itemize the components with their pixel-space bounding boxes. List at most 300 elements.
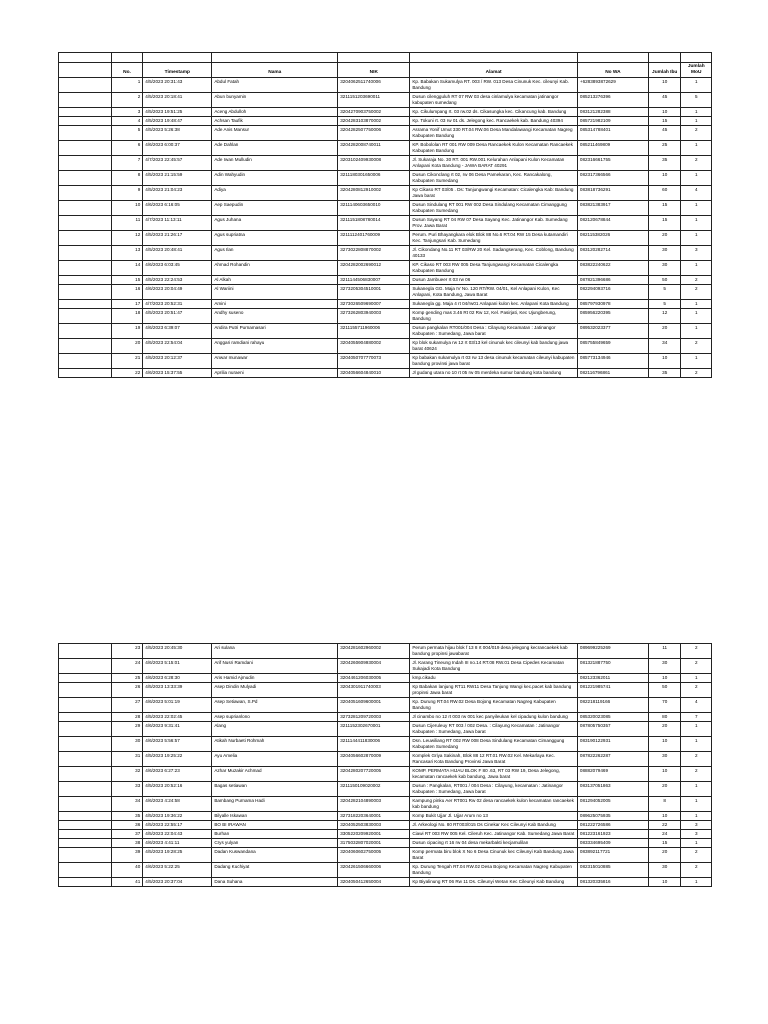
cell-no: 5 <box>111 126 142 141</box>
cell-nik: 3211112401760009 <box>338 231 410 246</box>
cell-no: 25 <box>111 674 142 683</box>
cell-jumlah-ibu: 50 <box>648 683 680 698</box>
cell-blank <box>59 141 112 156</box>
cell-jumlah-mou: 3 <box>681 821 712 830</box>
cell-wa: 085320023085 <box>577 713 648 722</box>
cell-alamat: kmp.cikadu <box>410 674 578 683</box>
cell-blank <box>59 300 112 309</box>
cell-jumlah-mou: 2 <box>681 848 712 863</box>
cell-no: 3 <box>111 108 142 117</box>
cell-nik: 3273026509690007 <box>338 300 410 309</box>
cell-alamat: Dusun Cijeruleuy RT 003 / 002 Desa. : Cilayung Kecamatan : Jatinangor Kabupaten : Sumedang, Jawa barat <box>410 722 578 737</box>
cell-no: 9 <box>111 186 142 201</box>
cell-jumlah-ibu: 10 <box>648 108 680 117</box>
cell-nik: 3211140603650010 <box>338 201 410 216</box>
cell-nama: Crys yulyan <box>212 839 338 848</box>
cell-alamat: Kp blok sukamulya rw 12 rt 03/13 kel cinunuk kec cileunyi kab bandung jawa barat 40624 <box>410 339 578 354</box>
cell-jumlah-ibu: 10 <box>648 812 680 821</box>
cell-jumlah-mou: 1 <box>681 354 712 369</box>
cell-wa: 083137051863 <box>577 782 648 797</box>
cell-blank <box>59 246 112 261</box>
cell-blank <box>59 156 112 171</box>
cell-nama: Amini <box>212 300 338 309</box>
cell-nik: 3204280812910002 <box>338 186 410 201</box>
cell-alamat: Kp. Tokuni rt. 03 rw 01 ds. Jelegong kec. Rancaekek kab. Bandung 40394 <box>410 117 578 126</box>
cell-no: 30 <box>111 737 142 752</box>
cell-alamat: Kp Biyalinung RT 06 Rw 11 Ds. Cileunyi Wetan Kec Cileunyi Kab Bandung <box>410 878 578 887</box>
cell-jumlah-mou: 2 <box>681 659 712 674</box>
cell-nik: 3203102409930008 <box>338 156 410 171</box>
cell-no: 32 <box>111 767 142 782</box>
cell-timestamp: 4/5/2023 20:31:43 <box>143 78 212 93</box>
cell-no: 40 <box>111 863 142 878</box>
cell-nik: 3175032807020001 <box>338 839 410 848</box>
cell-nama: Al Wariini <box>212 285 338 300</box>
cell-blank <box>59 354 112 369</box>
cell-jumlah-ibu: 15 <box>648 216 680 231</box>
cell-jumlah-ibu: 15 <box>648 117 680 126</box>
cell-wa: 082315010885 <box>577 863 648 878</box>
table-row <box>59 698 712 713</box>
cell-jumlah-mou: 1 <box>681 261 712 276</box>
cell-no: 22 <box>111 369 142 378</box>
cell-wa: 085755849659 <box>577 339 648 354</box>
cell-nama: Bilyalle Iskawan <box>212 812 338 821</box>
cell-nama: Aris Hamid Ajmudin <box>212 674 338 683</box>
cell-timestamp: 4/6/2023 6:00:37 <box>143 141 212 156</box>
cell-blank <box>59 782 112 797</box>
cell-nik: 3204050412650004 <box>338 878 410 887</box>
cell-nik: 3204062511740006 <box>338 78 410 93</box>
cell-blank <box>59 683 112 698</box>
cell-blank <box>59 659 112 674</box>
cell-alamat: Dusun Cikonclang rt 02, rw 06 Desa Pamekaran, Kec. Rancakalong, Kabupaten Sumedang <box>410 171 578 186</box>
cell-nik: 3211180301650006 <box>338 171 410 186</box>
cell-nik: 3204261506660006 <box>338 863 410 878</box>
cell-wa: 083120282714 <box>577 246 648 261</box>
cell-wa: 083818736291 <box>577 186 648 201</box>
cell-blank <box>59 821 112 830</box>
cell-no: 7 <box>111 156 142 171</box>
table-row <box>59 878 712 887</box>
cell-timestamp: 4/6/2023 15:37:55 <box>143 369 212 378</box>
cell-wa: 083190122931 <box>577 737 648 752</box>
cell-jumlah-ibu: 20 <box>648 722 680 737</box>
cell-nik: 3204282008740011 <box>338 141 410 156</box>
cell-nik: 3204052503830003 <box>338 821 410 830</box>
cell-nama: Andira Putri Purnamasari <box>212 324 338 339</box>
cell-timestamp: 4/5/2023 21:26:17 <box>143 231 212 246</box>
cell-timestamp: 4/5/2023 20:12:37 <box>143 354 212 369</box>
cell-timestamp: 4/6/2023 9:31:41 <box>143 722 212 737</box>
table-row <box>59 126 712 141</box>
cell-nik: 3204051609600001 <box>338 698 410 713</box>
cell-jumlah-ibu: 10 <box>648 878 680 887</box>
cell-wa: 083892117721 <box>577 848 648 863</box>
cell-nama: Andhy suseno <box>212 309 338 324</box>
data-table-page-1 <box>58 52 712 378</box>
cell-nik: 3204260609930004 <box>338 659 410 674</box>
table-row <box>59 797 712 812</box>
cell-no: 16 <box>111 285 142 300</box>
cell-no: 15 <box>111 276 142 285</box>
cell-jumlah-ibu: 20 <box>648 848 680 863</box>
cell-nama: Adiya <box>212 186 338 201</box>
cell-blank <box>59 261 112 276</box>
cell-nama: Al Alkah <box>212 276 338 285</box>
cell-jumlah-mou: 1 <box>681 216 712 231</box>
cell-jumlah-mou: 1 <box>681 812 712 821</box>
cell-no: 17 <box>111 300 142 309</box>
cell-timestamp: 4/6/2023 5:01:19 <box>143 698 212 713</box>
cell-jumlah-ibu: 10 <box>648 737 680 752</box>
cell-jumlah-mou: 1 <box>681 722 712 737</box>
cell-no: 10 <box>111 201 142 216</box>
cell-wa: 083821383917 <box>577 201 648 216</box>
cell-blank <box>59 830 112 839</box>
table-row <box>59 300 712 309</box>
cell-nama: Anwar munawar <box>212 354 338 369</box>
cell-timestamp: 4/6/2023 4:41:11 <box>143 839 212 848</box>
table-row <box>59 141 712 156</box>
cell-jumlah-mou: 1 <box>681 782 712 797</box>
cell-blank <box>59 752 112 767</box>
table-row <box>59 354 712 369</box>
cell-no: 19 <box>111 324 142 339</box>
cell-timestamp: 4/6/2023 4:24:58 <box>143 797 212 812</box>
cell-no: 24 <box>111 659 142 674</box>
cell-wa: 081223161923 <box>577 830 648 839</box>
cell-timestamp: 4/6/2023 5:22:25 <box>143 863 212 878</box>
cell-blank <box>59 674 112 683</box>
cell-jumlah-mou: 1 <box>681 878 712 887</box>
cell-timestamp: 4/6/2023 5:15:01 <box>143 659 212 674</box>
cell-timestamp: 4/5/2023 22:04:43 <box>143 830 212 839</box>
header-alamat: Alamat <box>410 63 578 78</box>
cell-wa: 082317366566 <box>577 171 648 186</box>
cell-jumlah-ibu: 25 <box>648 141 680 156</box>
cell-alamat: KP. Bobololan RT 001 RW 009 Desa Rancaekek Kulon Kecamatan Rancaekek Kabupaten Bandung <box>410 141 578 156</box>
cell-wa: 082123362011 <box>577 674 648 683</box>
cell-nik: 3204056602870009 <box>338 752 410 767</box>
cell-wa: 083334695409 <box>577 839 648 848</box>
cell-jumlah-ibu: 5 <box>648 285 680 300</box>
cell-alamat: Jl gudang utara no 10 rt 05 rw 05 merdeka sumur bandung kota bandung <box>410 369 578 378</box>
table-row <box>59 309 712 324</box>
cell-timestamp: 4/5/2023 22:02:45 <box>143 713 212 722</box>
cell-nama: Ade Iwan Mulludin <box>212 156 338 171</box>
cell-blank <box>59 216 112 231</box>
cell-blank <box>59 108 112 117</box>
cell-jumlah-ibu: 10 <box>648 354 680 369</box>
cell-alamat: Dsn. Leuwiliang RT 002 RW 008 Desa Sindulang Kecamatan Cimanggung Kabupaten Sumedang <box>410 737 578 752</box>
cell-alamat: Kp. Durung RT.04 RW.02 Desa Bojong Kecamatan Nagreg Kabupaten Bandung <box>410 698 578 713</box>
cell-nik: 3211151203690011 <box>338 93 410 108</box>
cell-timestamp: 4/6/2023 20:04:49 <box>143 285 212 300</box>
cell-jumlah-mou: 1 <box>681 231 712 246</box>
table-row <box>59 369 712 378</box>
cell-wa: 085211469809 <box>577 141 648 156</box>
cell-jumlah-mou: 1 <box>681 78 712 93</box>
cell-nik: 3204060602750005 <box>338 848 410 863</box>
cell-jumlah-ibu: 11 <box>648 644 680 659</box>
cell-nama: Achsan Taufik <box>212 117 338 126</box>
cell-blank <box>59 839 112 848</box>
cell-nik: 3211155711960006 <box>338 324 410 339</box>
table-row <box>59 737 712 752</box>
cell-jumlah-mou: 3 <box>681 830 712 839</box>
table-row <box>59 108 712 117</box>
cell-blank <box>59 276 112 285</box>
cell-jumlah-mou: 1 <box>681 201 712 216</box>
cell-blank <box>59 722 112 737</box>
cell-wa: 089699225269 <box>577 644 648 659</box>
cell-jumlah-ibu: 15 <box>648 839 680 848</box>
table-row <box>59 276 712 285</box>
cell-nama: Ade Dahlan <box>212 141 338 156</box>
cell-jumlah-ibu: 35 <box>648 369 680 378</box>
cell-nik: 3204050707770073 <box>338 354 410 369</box>
cell-nama: Agus Ilan <box>212 246 338 261</box>
cell-jumlah-mou: 2 <box>681 285 712 300</box>
cell-wa: 081222726586 <box>577 821 648 830</box>
cell-no: 14 <box>111 261 142 276</box>
cell-jumlah-mou: 2 <box>681 156 712 171</box>
cell-blank <box>59 797 112 812</box>
cell-timestamp: 4/5/2023 19:51:25 <box>143 108 212 117</box>
cell-no: 2 <box>111 93 142 108</box>
table-row <box>59 201 712 216</box>
cell-alamat: Komplek Griya Sakinah, Blok 88 12 RT.01 RW.02 Kel. Mekarlaya Kec. Rancasari Kota Bandung Provinsi Jawa Barat <box>410 752 578 767</box>
cell-timestamp: 4/5/2023 19:25:22 <box>143 752 212 767</box>
cell-jumlah-mou: 2 <box>681 276 712 285</box>
cell-jumlah-ibu: 45 <box>648 93 680 108</box>
cell-timestamp: 4/5/2023 20:18:41 <box>143 93 212 108</box>
cell-alamat: Kp. Babakan Sukamulya RT. 003 / RW. 013 Desa Cinunuk Kec. cileunyi Kab. Bandung <box>410 78 578 93</box>
cell-jumlah-mou: 1 <box>681 171 712 186</box>
cell-alamat: Sukanegla GG. Maja IV No. 120 RT/RW. 04/01, Kel Anlapani Kulon, Kec Anlapani, Kota Bandung, Jawa Barat <box>410 285 578 300</box>
cell-alamat: Komp gending mas 3.46 Rt 02 Rw 12, Kel. Pasirjati, Kec Ujungberung, Bandung <box>410 309 578 324</box>
table-row <box>59 324 712 339</box>
cell-nama: Azhar Muzakir Achmad <box>212 767 338 782</box>
cell-no: 34 <box>111 797 142 812</box>
cell-nik: 3204280207720005 <box>338 767 410 782</box>
cell-timestamp: 4/7/2023 20:52:31 <box>143 300 212 309</box>
cell-jumlah-mou: 3 <box>681 246 712 261</box>
cell-jumlah-ibu: 30 <box>648 752 680 767</box>
cell-alamat: Kp Cikaso RT 03/05 . Ds: Tanjungwangi Kecamatan: Cicalengka Kab: Bandung Jawa barat <box>410 186 578 201</box>
cell-jumlah-ibu: 20 <box>648 782 680 797</box>
cell-no: 18 <box>111 309 142 324</box>
table-row <box>59 644 712 659</box>
cell-timestamp: 4/5/2023 5:26:38 <box>143 126 212 141</box>
cell-no: 36 <box>111 821 142 830</box>
cell-blank <box>59 767 112 782</box>
table-row <box>59 767 712 782</box>
cell-alamat: Jl. Cikondang No.11 RT 03/RW 20 Kel. Sadangserang, Kec. Coblong, Bandung 40133 <box>410 246 578 261</box>
cell-alamat: Perum permata hijau blok f 13 8 rt 004/019 desa jelegong kecrancaekek kab bandung propinsi jawabarat <box>410 644 578 659</box>
cell-jumlah-mou: 7 <box>681 713 712 722</box>
cell-no: 4 <box>111 117 142 126</box>
cell-nama: Ari sulana <box>212 644 338 659</box>
header-jumlah-mou: Jumlah MoU <box>681 63 712 78</box>
cell-jumlah-ibu: 30 <box>648 863 680 878</box>
cell-no: 38 <box>111 839 142 848</box>
table-row <box>59 821 712 830</box>
cell-nama: Arif Nusri Ramdani <box>212 659 338 674</box>
cell-blank <box>59 78 112 93</box>
cell-wa: 087805750357 <box>577 722 648 737</box>
cell-alamat: Jl. Sukaraja No. 30 RT. 001 RW.001 Kelurahan Anlapani Kulon Kecamatan Anlapani Kota Bandung - JAWA BARAT 40291 <box>410 156 578 171</box>
cell-jumlah-ibu: 5 <box>648 300 680 309</box>
cell-jumlah-ibu: 10 <box>648 171 680 186</box>
cell-blank <box>59 201 112 216</box>
cell-timestamp: 4/5/2023 20:37:04 <box>143 878 212 887</box>
cell-no: 1 <box>111 78 142 93</box>
cell-no: 28 <box>111 713 142 722</box>
cell-wa: 081320335816 <box>577 878 648 887</box>
cell-jumlah-ibu: 10 <box>648 674 680 683</box>
cell-timestamp: 4/5/2023 20:48:41 <box>143 246 212 261</box>
cell-jumlah-ibu: 30 <box>648 659 680 674</box>
cell-nama: Ade Anis Mansur <box>212 126 338 141</box>
header-jumlah-ibu: Jumlah Ibu <box>648 63 680 78</box>
cell-nama: Aceng Abdulloh <box>212 108 338 117</box>
table-row <box>59 93 712 108</box>
cell-jumlah-mou: 2 <box>681 767 712 782</box>
cell-alamat: Kp. Cikulumpang rt. 03 rw.02 ds. Cikasungka kec. Cikancung kab. Bandung <box>410 108 578 117</box>
cell-nama: Agus supriatna <box>212 231 338 246</box>
cell-blank <box>59 878 112 887</box>
cell-no: 29 <box>111 722 142 737</box>
cell-alamat: Komp permata biru blok X No 6 Desa Cinunuk kec Cileunyi Kab Bandung Jawa Barat <box>410 848 578 863</box>
cell-jumlah-mou: 1 <box>681 300 712 309</box>
table-row <box>59 863 712 878</box>
cell-alamat: Komp Bukit Ujjar Jl. Ujjar Arum no 13 <box>410 812 578 821</box>
cell-alamat: Dusun Sindulang RT 001 RW 002 Desa Sindulang Kecamatan Cimanggung Kabupaten Sumedang <box>410 201 578 216</box>
cell-nama: Asep Setiawan, S.Pd <box>212 698 338 713</box>
cell-timestamp: 4/7/2023 22:45:57 <box>143 156 212 171</box>
cell-blank <box>59 171 112 186</box>
table-row <box>59 830 712 839</box>
table-row <box>59 683 712 698</box>
table-row <box>59 231 712 246</box>
cell-jumlah-mou: 4 <box>681 186 712 201</box>
table-row <box>59 752 712 767</box>
cell-wa: 087822262287 <box>577 752 648 767</box>
cell-jumlah-ibu: 20 <box>648 324 680 339</box>
cell-nik: 3204283103870002 <box>338 117 410 126</box>
cell-jumlah-mou: 1 <box>681 797 712 812</box>
cell-jumlah-ibu: 35 <box>648 156 680 171</box>
cell-alamat: Sukanegla gg. Maja 4 rt 04/rw01 Anlapani kulon kec. Anlapani Kota Bandung <box>410 300 578 309</box>
header-wa: No WA <box>577 63 648 78</box>
header-nama: Nama <box>212 63 338 78</box>
table-row <box>59 812 712 821</box>
cell-no: 39 <box>111 848 142 863</box>
cell-alamat: Kp. Durung Tengah RT.04 RW.02 Desa Bojong Kecamatan Nagreg Kabupaten Bandung <box>410 863 578 878</box>
cell-no: 33 <box>111 782 142 797</box>
cell-jumlah-mou: 2 <box>681 644 712 659</box>
cell-no: 41 <box>111 878 142 887</box>
cell-jumlah-ibu: 22 <box>648 821 680 830</box>
cell-timestamp: 4/6/2023 5:56:57 <box>143 737 212 752</box>
cell-nama: Bagas setiawan <box>212 782 338 797</box>
cell-blank <box>59 848 112 863</box>
cell-alamat: Asrama Yonif Umut 330 RT.04 RW.06 Desa Mandalawangi Kecamatan Nagreg Kabupaten Bandung <box>410 126 578 141</box>
cell-alamat: Perum. Puri Bhayangkara elok Blok 88 No.6 RT.04 RW 15 Desa kutamandiri Kec. Tanjungsari Kab. Sumedang <box>410 231 578 246</box>
cell-wa: 082218119166 <box>577 698 648 713</box>
table-row <box>59 117 712 126</box>
table-row <box>59 848 712 863</box>
cell-no: 27 <box>111 698 142 713</box>
cell-timestamp: 4/6/2023 6:03:45 <box>143 261 212 276</box>
cell-nik: 3204270903750002 <box>338 108 410 117</box>
cell-jumlah-mou: 2 <box>681 339 712 354</box>
cell-jumlah-mou: 2 <box>681 683 712 698</box>
cell-no: 37 <box>111 830 142 839</box>
cell-nik: 3273182203640001 <box>338 812 410 821</box>
cell-jumlah-ibu: 34 <box>648 339 680 354</box>
table-row <box>59 246 712 261</box>
cell-nik: 3305220209920001 <box>338 830 410 839</box>
cell-jumlah-mou: 2 <box>681 369 712 378</box>
cell-jumlah-ibu: 70 <box>648 698 680 713</box>
cell-nik: 3211150109020002 <box>338 782 410 797</box>
cell-timestamp: 4/5/2023 20:51:47 <box>143 309 212 324</box>
cell-blank <box>59 369 112 378</box>
cell-wa: 085773134946 <box>577 354 648 369</box>
table-row <box>59 674 712 683</box>
cell-jumlah-mou: 4 <box>681 698 712 713</box>
cell-nama: Aprilia nuraeni <box>212 369 338 378</box>
cell-alamat: KOMP. PERMATA HIJAU BLOK F 80 .63, RT 03 RW 19, Desa Jelegong, kecamatan rancaekek kab bandung, Jawa barat <box>410 767 578 782</box>
cell-jumlah-ibu: 20 <box>648 231 680 246</box>
cell-nama: Dana Suhana <box>212 878 338 887</box>
cell-jumlah-mou: 1 <box>681 117 712 126</box>
cell-nama: Abun bunyamin <box>212 93 338 108</box>
cell-wa: 082294093716 <box>577 285 648 300</box>
cell-blank <box>59 93 112 108</box>
cell-blank <box>59 309 112 324</box>
cell-no: 21 <box>111 354 142 369</box>
cell-nama: Adin Wahyudin <box>212 171 338 186</box>
cell-wa: 085721982109 <box>577 117 648 126</box>
cell-alamat: Dusun pangkalan RT001/004 Desa : Cilayung Kecamatan : Jatinangor Kabupaten : Sumedang, Jawa barat <box>410 324 578 339</box>
table-row <box>59 713 712 722</box>
cell-blank <box>59 231 112 246</box>
cell-blank <box>59 339 112 354</box>
cell-wa: 083822240622 <box>577 261 648 276</box>
cell-nama: Asep Dindin Mulyadi <box>212 683 338 698</box>
cell-wa: 082115382026 <box>577 231 648 246</box>
cell-jumlah-mou: 2 <box>681 752 712 767</box>
cell-wa: 085797930978 <box>577 300 648 309</box>
cell-wa: 081221985741 <box>577 683 648 698</box>
cell-timestamp: 4/5/2023 19:28:25 <box>143 848 212 863</box>
cell-jumlah-mou: 2 <box>681 126 712 141</box>
cell-blank <box>59 126 112 141</box>
cell-jumlah-ibu: 45 <box>648 126 680 141</box>
cell-no: 26 <box>111 683 142 698</box>
cell-nik: 3211152302670001 <box>338 722 410 737</box>
cell-jumlah-ibu: 24 <box>648 830 680 839</box>
cell-alamat: Jl cinambo no 12 rt 003 rw 001 kec panyileukan kel cipadung kulon bandung <box>410 713 578 722</box>
cell-timestamp: 4/5/2023 19:48:47 <box>143 117 212 126</box>
cell-wa: 082120678844 <box>577 216 648 231</box>
table-row <box>59 186 712 201</box>
cell-alamat: Kp babakan sukamulya rt 03 rw 13 desa cinunuk kecamatan cileunyi kabupaten bandung provinsi jawa barat <box>410 354 578 369</box>
